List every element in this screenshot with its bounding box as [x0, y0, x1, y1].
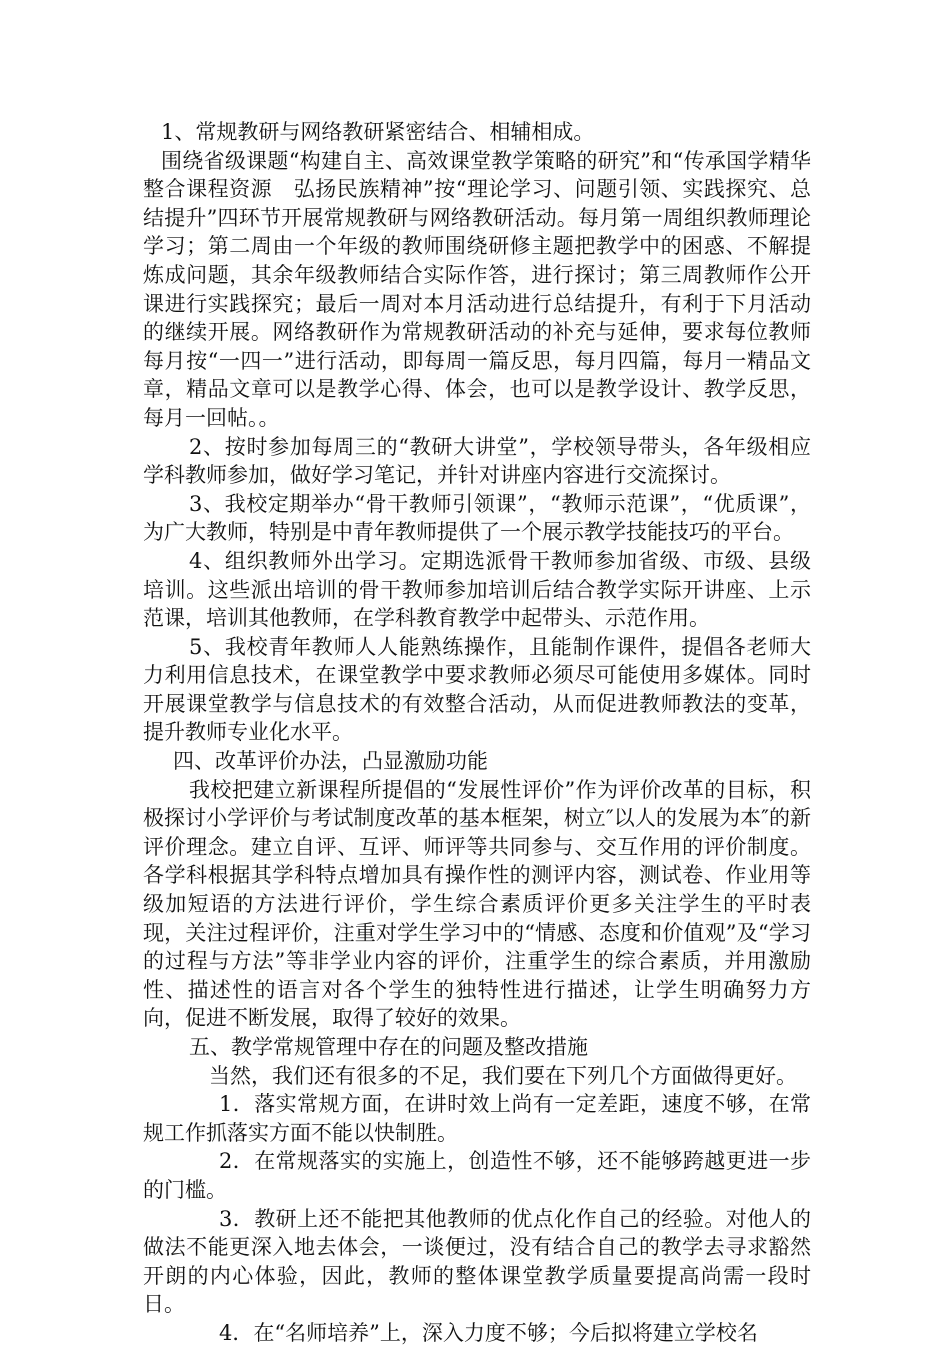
- paragraph-evaluation-reform: 我校把建立新课程所提倡的“发展性评价”作为评价改革的目标，积极探讨小学评价与考试制度改革的基本框架，树立″以人的发展为本″的新评价理念。建立自评、互评、师评等共同参与、交互作用的评价制度。各学科根据其学科特点增加具有操作性的测评内容，测试卷、作业用等级加短语的方法进行评价，学生综合素质评价更多关注学生的平时表现，关注过程评价，注重对学生学习中的“情感、态度和价值观”及“学习的过程与方法”等非学业内容的评价，注重学生的综合素质，并用激励性、描述性的语言对各个学生的独特性进行描述，让学生明确努力方向，促进不断发展，取得了较好的效果。: [143, 777, 811, 1031]
- document-body: [143, 118, 832, 1348]
- paragraph-section-1-heading: 1、常规教研与网络教研紧密结合、相辅相成。: [161, 120, 595, 144]
- paragraph-item-4: 4、组织教师外出学习。定期选派骨干教师参加省级、市级、县级培训。这些派出培训的骨干教师参加培训后结合教学实际开讲座、上示范课，培训其他教师，在学科教育教学中起带头、示范作用。: [143, 548, 811, 631]
- paragraph-item-5: 5、我校青年教师人人能熟练操作，且能制作课件，提倡各老师大力利用信息技术，在课堂教学中要求教师必须尽可能使用多媒体。同时开展课堂教学与信息技术的有效整合活动，从而促进教师教法的变革，提升教师专业化水平。: [143, 634, 811, 745]
- paragraph-shortcoming-1: 1．落实常规方面，在讲时效上尚有一定差距，速度不够，在常规工作抓落实方面不能以快制胜。: [143, 1092, 811, 1145]
- section-heading-five: 五、教学常规管理中存在的问题及整改措施: [189, 1035, 588, 1059]
- paragraph-shortcomings-intro: 当然，我们还有很多的不足，我们要在下列几个方面做得更好。: [209, 1063, 797, 1088]
- section-heading-four: 四、改革评价办法，凸显激励功能: [173, 749, 488, 774]
- paragraph-research-activities: 围绕省级课题“构建自主、高效课堂教学策略的研究”和“传承国学精华 整合课程资源 弘扬民族精神”按“理论学习、问题引领、实践探究、总结提升”四环节开展常规教研与网络教研活动。每月第一周组织教师理论学习；第二周由一个年级的教师围绕研修主题把教学中的困惑、不解提炼成问题，其余年级教师结合实际作答，进行探讨；第三周教师作公开课进行实践探究；最后一周对本月活动进行总结提升，有利于下月活动的继续开展。网络教研作为常规教研活动的补充与延伸，要求每位教师每月按“一四一”进行活动，即每周一篇反思，每月四篇，每月一精品文章，精品文章可以是教学心得、体会，也可以是教学设计、教学反思，每月一回帖。。: [143, 148, 832, 430]
- paragraph-shortcoming-2: 2．在常规落实的实施上，创造性不够，还不能够跨越更进一步的门槛。: [143, 1149, 811, 1202]
- paragraph-item-2: 2、按时参加每周三的“教研大讲堂”，学校领导带头，各年级相应学科教师参加，做好学习笔记，并针对讲座内容进行交流探讨。: [143, 434, 811, 488]
- paragraph-shortcoming-3: 3．教研上还不能把其他教师的优点化作自己的经验。对他人的做法不能更深入地去体会，一谈便过，没有结合自己的教学去寻求豁然开朗的内心体验，因此，教师的整体课堂教学质量要提高尚需一段时日。: [143, 1206, 811, 1317]
- paragraph-item-3: 3、我校定期举办“骨干教师引领课”，“教师示范课”，“优质课”，为广大教师，特别是中青年教师提供了一个展示教学技能技巧的平台。: [143, 491, 811, 545]
- paragraph-shortcoming-4: 4．在“名师培养”上，深入力度不够；今后拟将建立学校名: [219, 1320, 758, 1345]
